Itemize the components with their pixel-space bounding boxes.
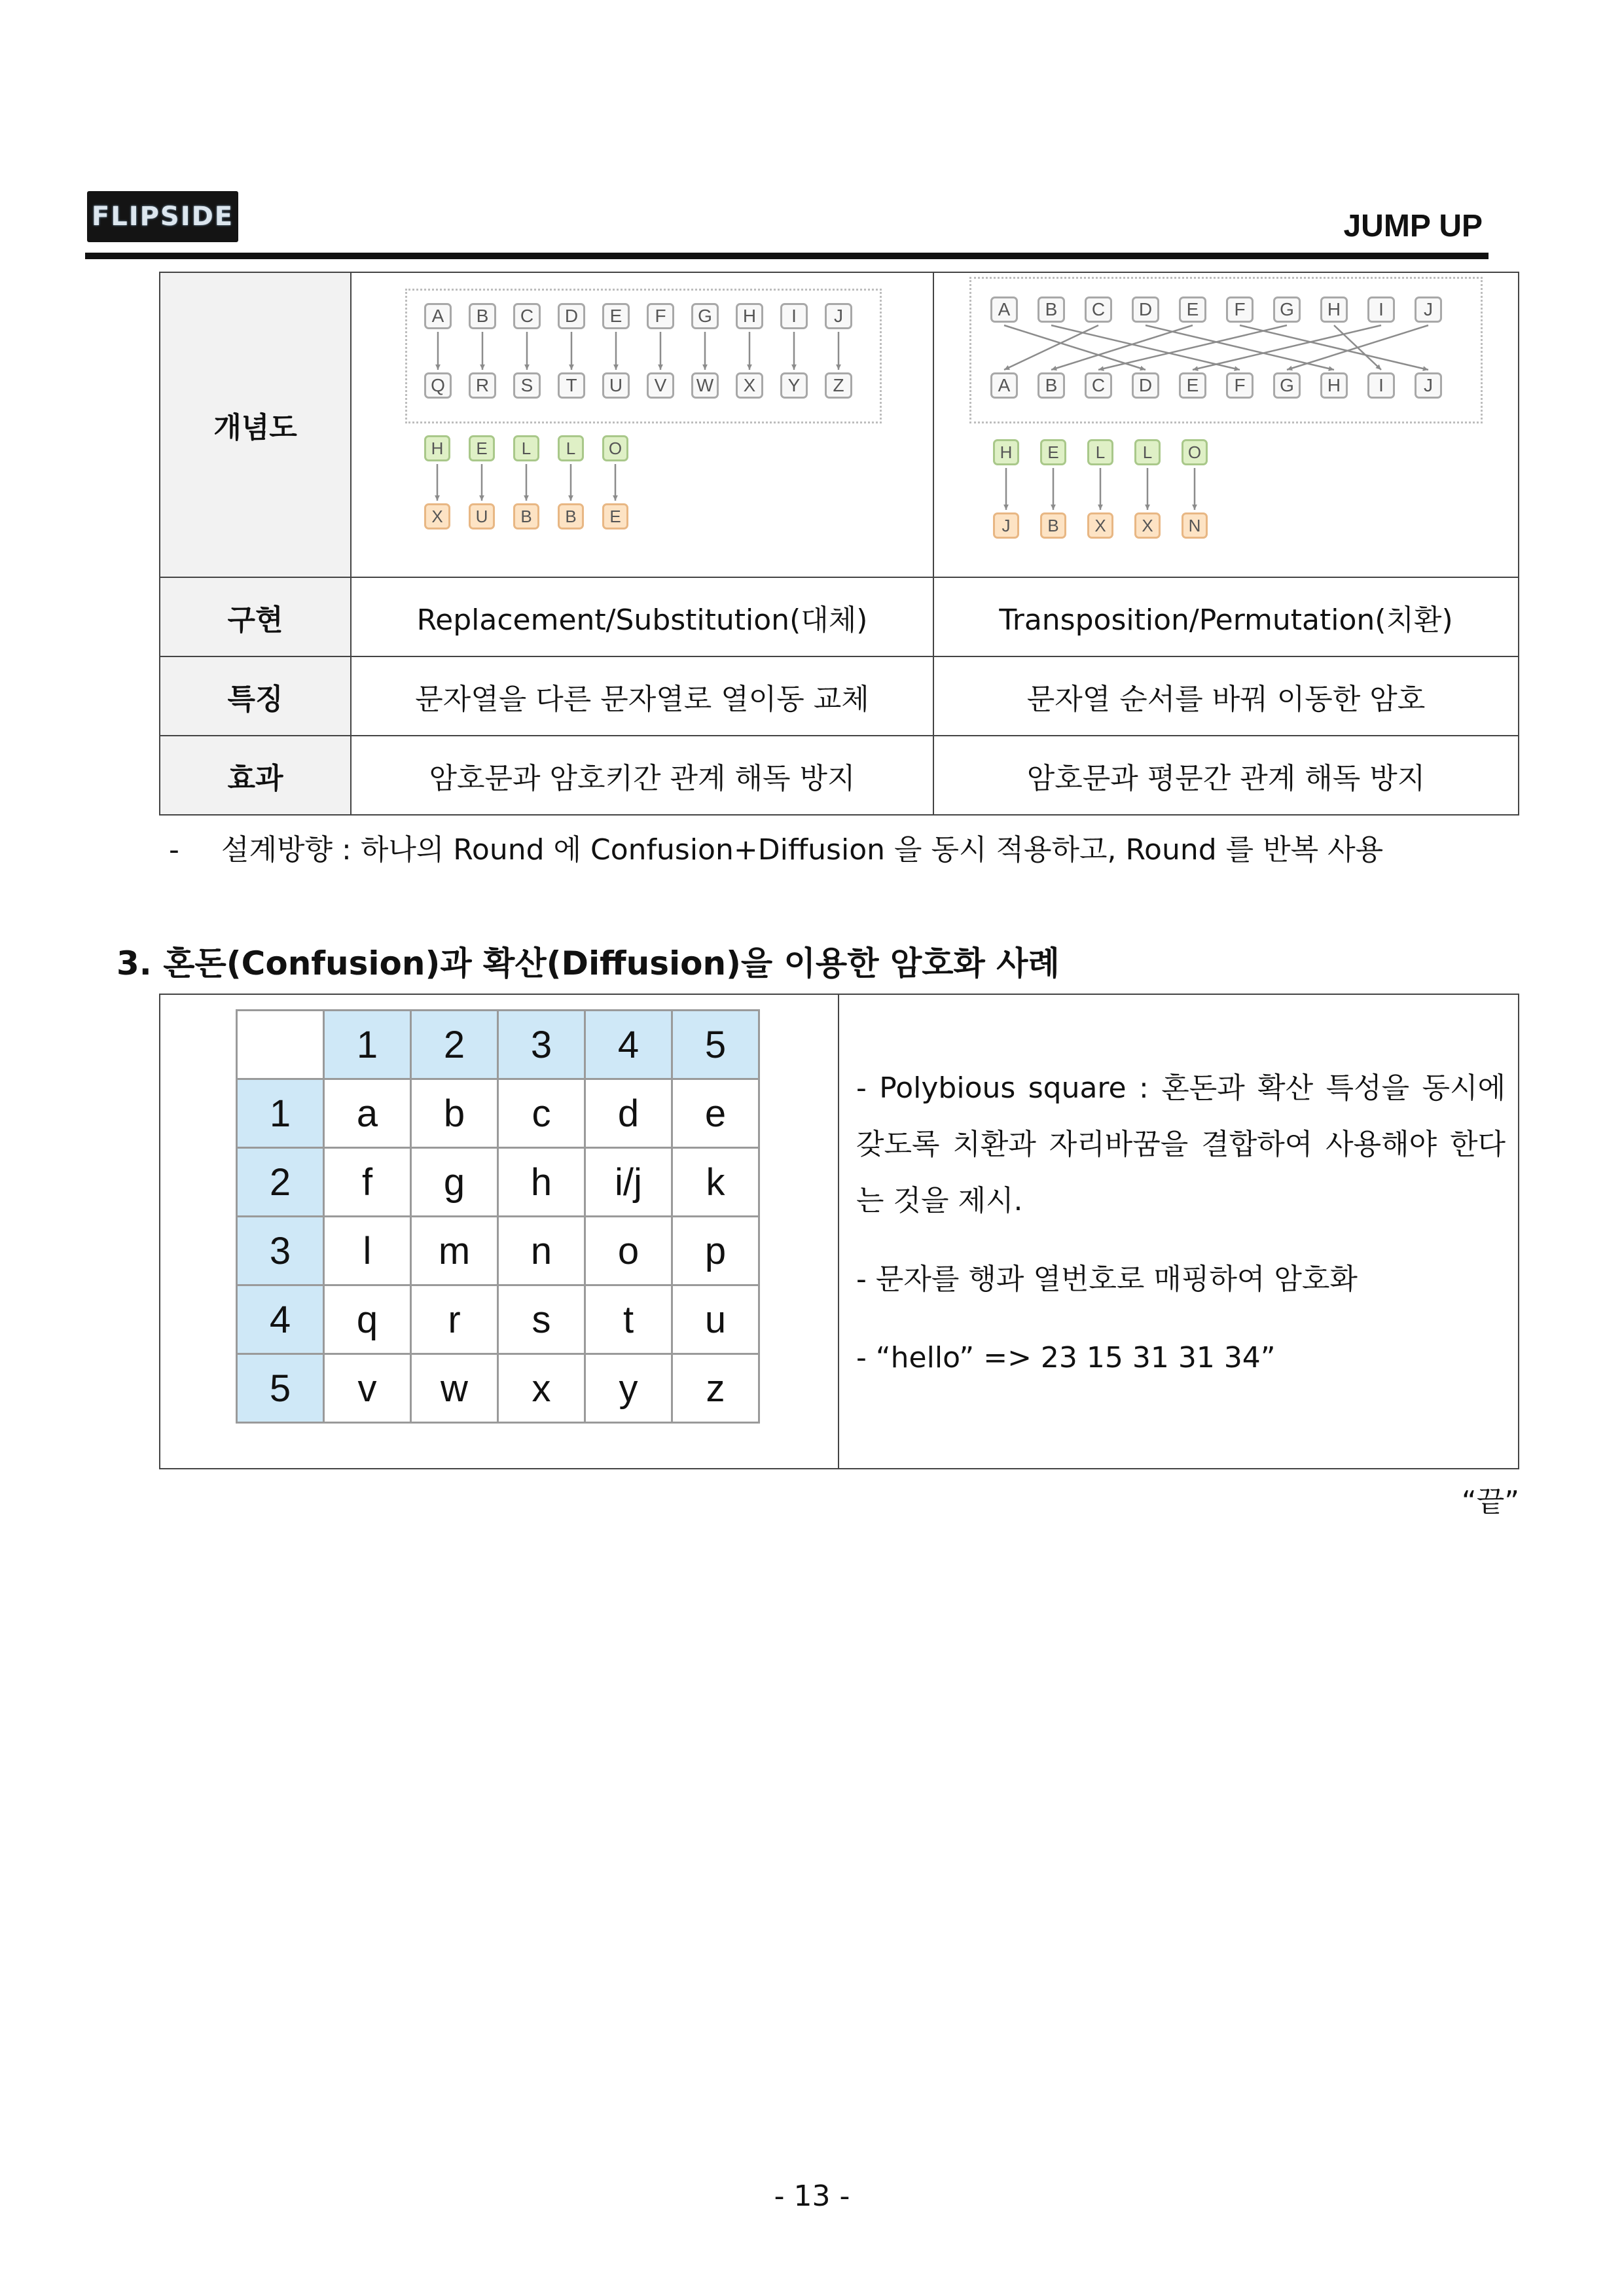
letter-tile: Y — [780, 372, 808, 399]
square-cell: f — [324, 1148, 411, 1217]
col-header: 3 — [498, 1011, 585, 1079]
table-row — [160, 656, 1519, 736]
col-header: 1 — [324, 1011, 411, 1079]
row-label: 특징 — [160, 656, 351, 736]
arrow-line — [1004, 325, 1098, 370]
col-header: 4 — [585, 1011, 672, 1079]
square-cell: l — [324, 1217, 411, 1285]
letter-tile: J — [825, 303, 852, 329]
letter-tile: B — [469, 303, 496, 329]
arrow-head — [658, 365, 663, 370]
arrow-head — [1051, 505, 1056, 510]
arrow-head — [480, 365, 485, 370]
ciphertext-tile: B — [558, 503, 584, 529]
ciphertext-tile: U — [469, 503, 495, 529]
description-line: - Polybious square : 혼돈과 확산 특성을 동시에 갖도록 치환과 자리바꿈을 결합하여 사용해야 한다는 것을 제시. — [856, 1071, 1506, 1217]
arrow-head — [1140, 366, 1146, 370]
square-cell: w — [411, 1354, 498, 1423]
letter-tile: A — [990, 296, 1018, 323]
square-cell: g — [411, 1148, 498, 1217]
row-header: 4 — [237, 1285, 324, 1354]
cell-transposition: 암호문과 평문간 관계 해독 방지 — [933, 736, 1519, 815]
arrow-line — [1193, 325, 1381, 370]
square-cell: x — [498, 1354, 585, 1423]
arrow-head — [1098, 505, 1103, 510]
letter-tile: A — [424, 303, 452, 329]
ciphertext-tile: B — [513, 503, 539, 529]
square-cell: d — [585, 1079, 672, 1148]
square-cell: b — [411, 1079, 498, 1148]
cell-substitution: 암호문과 암호키간 관계 해독 방지 — [351, 736, 933, 815]
arrow-line — [1287, 325, 1428, 370]
cell-substitution: Replacement/Substitution(대체) — [351, 577, 933, 656]
letter-tile: E — [1179, 372, 1206, 399]
letter-tile: C — [1085, 296, 1112, 323]
letter-tile: G — [1273, 296, 1301, 323]
arrow-head — [1051, 366, 1057, 370]
transposition-diagram-cell — [933, 272, 1519, 577]
row-label: 구현 — [160, 577, 351, 656]
ciphertext-tile: B — [1040, 512, 1066, 539]
plaintext-tile: O — [602, 435, 628, 461]
letter-tile: S — [513, 372, 541, 399]
polybius-description — [856, 1060, 1506, 1408]
ciphertext-tile: X — [424, 503, 450, 529]
cell-transposition: 문자열 순서를 바꿔 이동한 암호 — [933, 656, 1519, 736]
square-cell: c — [498, 1079, 585, 1148]
letter-tile: R — [469, 372, 496, 399]
plaintext-tile: L — [558, 435, 584, 461]
square-cell: u — [672, 1285, 759, 1354]
plaintext-tile: H — [993, 439, 1019, 465]
row-header: 2 — [237, 1148, 324, 1217]
letter-tile: F — [647, 303, 674, 329]
description-line: - “hello” => 23 15 31 31 34” — [856, 1341, 1276, 1374]
letter-tile: D — [1132, 296, 1159, 323]
arrow-head — [1192, 505, 1197, 510]
header-title: JUMP UP — [1343, 209, 1483, 243]
box-divider — [838, 995, 839, 1468]
table-row — [160, 577, 1519, 656]
letter-tile: C — [1085, 372, 1112, 399]
polybius-square — [236, 1009, 760, 1424]
letter-tile: X — [736, 372, 763, 399]
square-cell: k — [672, 1148, 759, 1217]
plaintext-tile: L — [1087, 439, 1113, 465]
letter-tile: I — [1367, 372, 1395, 399]
letter-tile: B — [1038, 296, 1065, 323]
plaintext-tile: L — [1134, 439, 1161, 465]
letter-tile: G — [1273, 372, 1301, 399]
arrow-head — [702, 365, 708, 370]
ciphertext-tile: J — [993, 512, 1019, 539]
end-mark: “끝” — [1461, 1485, 1519, 1518]
letter-tile: J — [1415, 296, 1442, 323]
row-header: 5 — [237, 1354, 324, 1423]
arrow-head — [791, 365, 797, 370]
square-cell: y — [585, 1354, 672, 1423]
letter-tile: B — [1038, 372, 1065, 399]
letter-tile: U — [602, 372, 630, 399]
letter-tile: C — [513, 303, 541, 329]
square-cell: i/j — [585, 1148, 672, 1217]
arrow-line — [1240, 325, 1428, 370]
arrow-head — [1145, 505, 1150, 510]
diagram-label: 개념도 — [160, 272, 351, 577]
letter-tile: T — [558, 372, 585, 399]
arrow-line — [1098, 325, 1287, 370]
ciphertext-tile: X — [1134, 512, 1161, 539]
arrow-head — [1003, 505, 1009, 510]
row-header: 3 — [237, 1217, 324, 1285]
arrow-line — [1051, 325, 1240, 370]
header-rule — [85, 253, 1489, 259]
arrow-head — [613, 365, 619, 370]
letter-tile: H — [1320, 372, 1348, 399]
letter-tile: A — [990, 372, 1018, 399]
letter-tile: W — [691, 372, 719, 399]
table-row — [160, 736, 1519, 815]
plaintext-tile: L — [513, 435, 539, 461]
letter-tile: F — [1226, 372, 1254, 399]
letter-tile: H — [1320, 296, 1348, 323]
page-number: - 13 - — [774, 2179, 850, 2213]
letter-tile: G — [691, 303, 719, 329]
square-cell: m — [411, 1217, 498, 1285]
square-cell: o — [585, 1217, 672, 1285]
plaintext-tile: E — [469, 435, 495, 461]
arrow-head — [479, 495, 484, 501]
square-cell: q — [324, 1285, 411, 1354]
letter-tile: J — [1415, 372, 1442, 399]
square-cell: n — [498, 1217, 585, 1285]
substitution-diagram-cell — [351, 272, 933, 577]
corner-cell — [237, 1011, 324, 1079]
ciphertext-tile: X — [1087, 512, 1113, 539]
ciphertext-tile: N — [1182, 512, 1208, 539]
letter-tile: E — [1179, 296, 1206, 323]
transposition-diagram — [934, 273, 1518, 577]
arrow-head — [569, 365, 574, 370]
substitution-diagram — [352, 273, 933, 577]
square-cell: v — [324, 1354, 411, 1423]
letter-tile: D — [558, 303, 585, 329]
letter-tile: H — [736, 303, 763, 329]
square-cell: p — [672, 1217, 759, 1285]
plaintext-tile: H — [424, 435, 450, 461]
square-cell: s — [498, 1285, 585, 1354]
square-cell: h — [498, 1148, 585, 1217]
cell-transposition: Transposition/Permutation(치환) — [933, 577, 1519, 656]
col-header: 2 — [411, 1011, 498, 1079]
square-cell: r — [411, 1285, 498, 1354]
letter-tile: F — [1226, 296, 1254, 323]
square-cell: a — [324, 1079, 411, 1148]
plaintext-tile: E — [1040, 439, 1066, 465]
diagram-row — [160, 272, 1519, 577]
letter-tile: D — [1132, 372, 1159, 399]
cell-substitution: 문자열을 다른 문자열로 열이동 교체 — [351, 656, 933, 736]
square-cell: e — [672, 1079, 759, 1148]
arrow-head — [836, 365, 841, 370]
square-cell: t — [585, 1285, 672, 1354]
arrow-head — [1287, 366, 1293, 370]
letter-tile: V — [647, 372, 674, 399]
plaintext-tile: O — [1182, 439, 1208, 465]
arrow-head — [568, 495, 573, 501]
polybius-box — [159, 994, 1519, 1469]
ciphertext-tile: E — [602, 503, 628, 529]
arrow-head — [524, 365, 530, 370]
arrow-head — [524, 495, 529, 501]
comparison-table — [159, 272, 1519, 816]
arrow-head — [435, 495, 440, 501]
arrow-head — [747, 365, 752, 370]
section-title: 3. 혼돈(Confusion)과 확산(Diffusion)을 이용한 암호화 사례 — [117, 944, 1060, 982]
row-header: 1 — [237, 1079, 324, 1148]
design-note: - 설계방향 : 하나의 Round 에 Confusion+Diffusion 을 동시 적용하고, Round 를 반복 사용 — [169, 833, 1384, 867]
letter-tile: I — [780, 303, 808, 329]
letter-tile: Z — [825, 372, 852, 399]
col-header: 5 — [672, 1011, 759, 1079]
row-label: 효과 — [160, 736, 351, 815]
arrow-head — [435, 365, 441, 370]
flipside-logo: FLIPSIDE — [87, 191, 238, 242]
letter-tile: E — [602, 303, 630, 329]
letter-tile: Q — [424, 372, 452, 399]
description-line: - 문자를 행과 열번호로 매핑하여 암호화 — [856, 1263, 1358, 1296]
arrow-head — [613, 495, 618, 501]
square-cell: z — [672, 1354, 759, 1423]
letter-tile: I — [1367, 296, 1395, 323]
